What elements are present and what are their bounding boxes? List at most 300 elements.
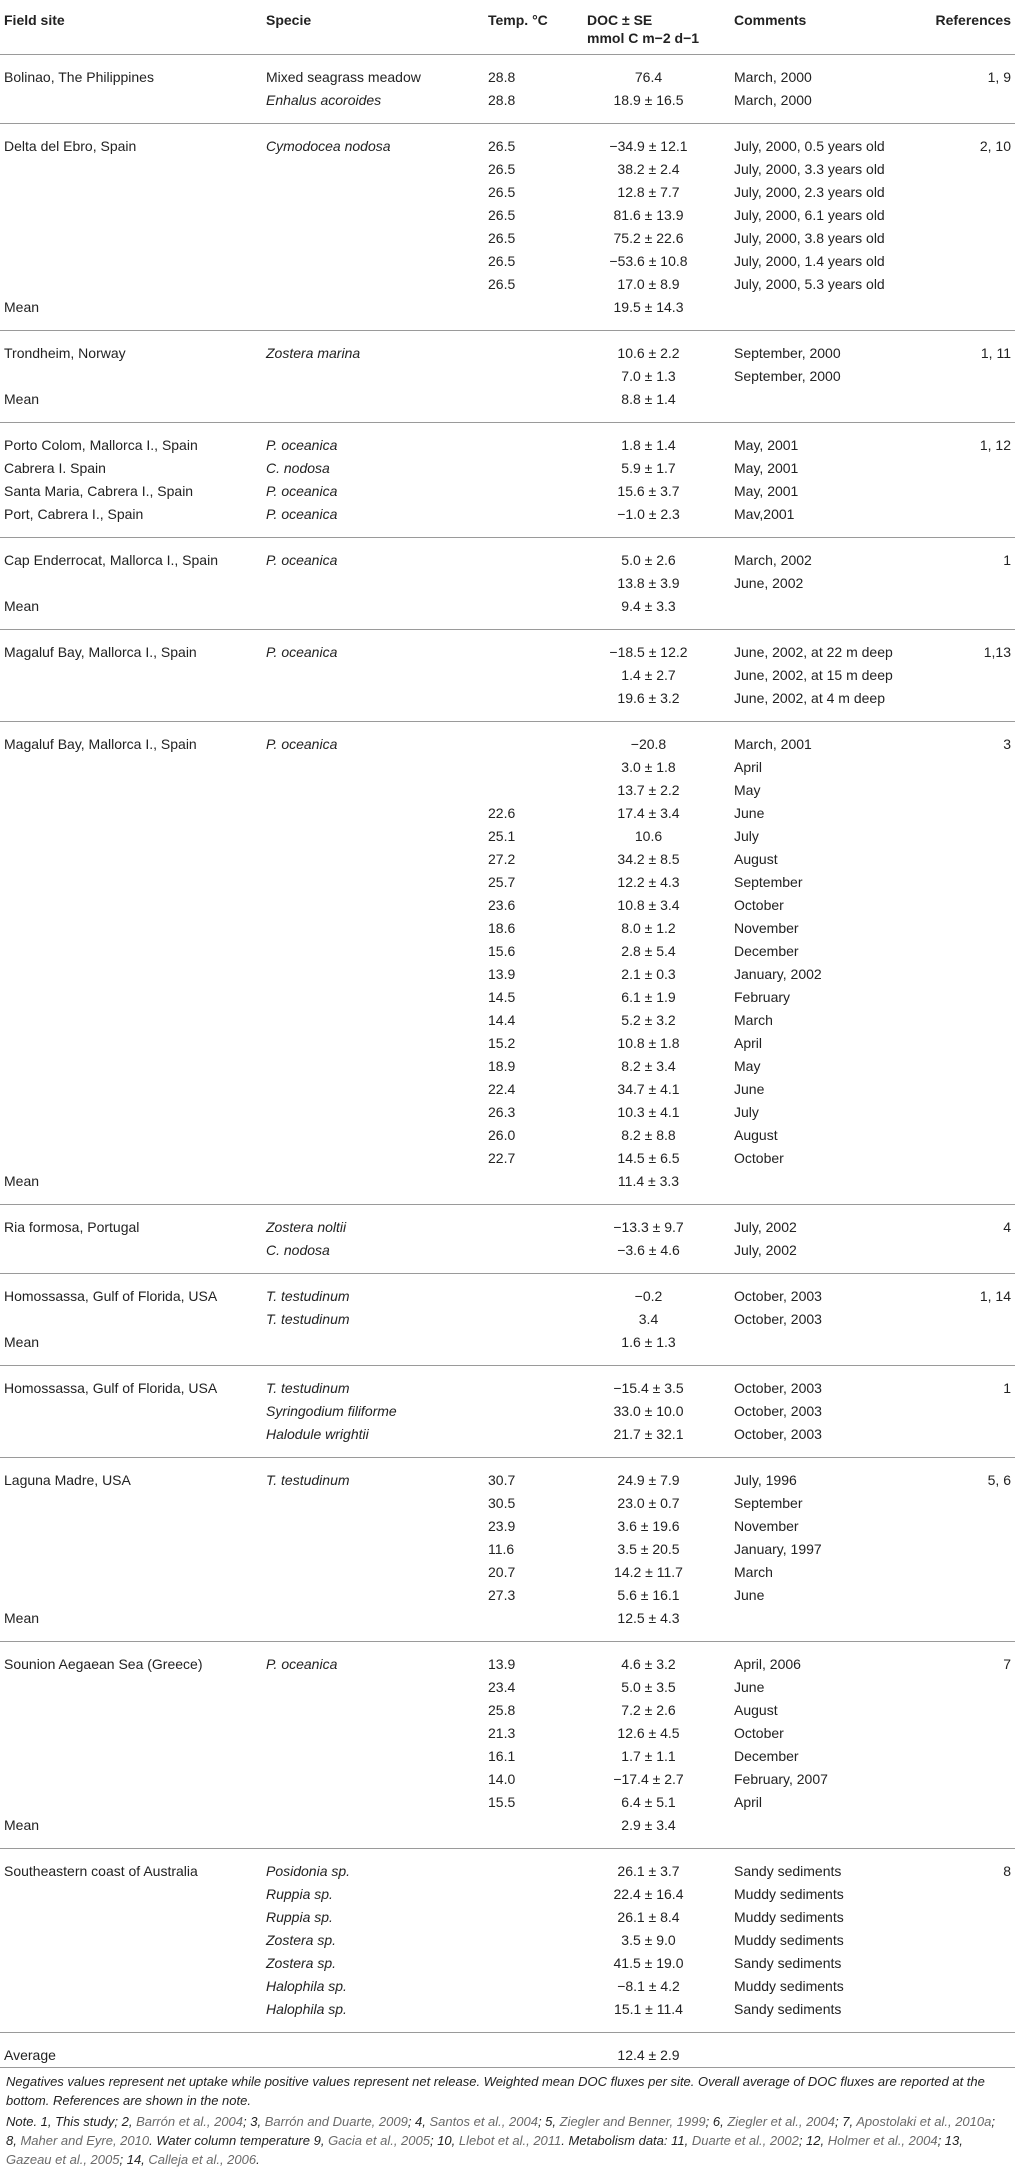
doc-cell: −15.4 ± 3.5 [613,1379,684,1396]
doc-cell: 3.6 ± 19.6 [617,1517,680,1534]
temp-cell [468,1285,567,1308]
spacer-cell [567,422,730,434]
spacer-cell [567,2021,730,2033]
reference-link[interactable]: Calleja et al., 2006 [148,2151,257,2167]
spacer-cell [262,1837,468,1849]
header-doc [567,4,730,54]
temp-cell [468,1423,567,1446]
comments-cell: Sandy sediments [734,1954,842,1971]
comments-cell [730,1170,920,1193]
field-site-cell [0,1998,262,2021]
spacer-cell [730,710,920,722]
spacer-cell [567,1446,730,1458]
spacer-cell [0,1365,262,1377]
specie-cell [262,1124,468,1147]
spacer-row [0,1457,1015,1469]
references-cell [920,1791,1015,1814]
doc-cell: 12.6 ± 4.5 [617,1724,680,1741]
specie-cell [262,1607,468,1630]
field-site-cell [0,1009,262,1032]
comments-cell: Muddy sediments [734,1885,844,1902]
table-row [0,1676,1015,1699]
field-site-cell [0,963,262,986]
spacer-cell [468,721,567,733]
spacer-cell [262,537,468,549]
reference-link[interactable]: Maher and Eyre, 2010 [20,2132,150,2148]
spacer-cell [920,1204,1015,1216]
doc-cell: 15.6 ± 3.7 [617,482,680,499]
temp-cell: 11.6 [488,1540,515,1557]
table-row [0,1722,1015,1745]
spacer-cell [468,1641,567,1653]
specie-cell [262,802,468,825]
table-row [0,1285,1015,1308]
comments-cell [730,1331,920,1354]
temp-cell [468,1239,567,1262]
spacer-row [0,710,1015,722]
table-row [0,986,1015,1009]
spacer-cell [567,2032,730,2044]
reference-link[interactable]: Santos et al., 2004 [429,2113,538,2129]
comments-cell: June [734,1080,765,1097]
references-cell: 1 [1003,551,1011,568]
table-row [0,1239,1015,1262]
spacer-cell [730,1262,920,1274]
doc-cell: 1.8 ± 1.4 [621,436,676,453]
field-site-cell [0,1400,262,1423]
doc-cell: 14.2 ± 11.7 [614,1563,683,1580]
specie-cell [262,1584,468,1607]
spacer-row [0,537,1015,549]
spacer-cell [0,422,262,434]
spacer-cell [468,54,567,66]
doc-cell: 7.2 ± 2.6 [621,1701,676,1718]
spacer-cell [468,112,567,124]
specie-cell [262,1745,468,1768]
references-cell [920,1055,1015,1078]
references-cell: 8 [1003,1862,1011,1879]
spacer-cell [567,112,730,124]
specie-cell [262,963,468,986]
spacer-cell [920,411,1015,423]
references-cell [920,1032,1015,1055]
spacer-cell [567,1641,730,1653]
comments-cell: October [734,1149,784,1166]
mean-row [0,1331,1015,1354]
table-row [0,1078,1015,1101]
specie-cell: C. nodosa [266,459,330,476]
specie-cell [262,687,468,710]
doc-cell: 81.6 ± 13.9 [613,206,684,223]
spacer-cell [730,2021,920,2033]
spacer-cell [0,319,262,331]
references-cell [920,1331,1015,1354]
temp-cell: 22.7 [488,1149,516,1166]
specie-cell: Halophila sp. [266,1977,347,1994]
comments-cell: June, 2002, at 22 m deep [734,643,893,660]
comments-cell: Muddy sediments [734,1977,844,1994]
reference-link[interactable]: Duarte et al., 2002 [691,2132,799,2148]
field-site-cell [0,664,262,687]
temp-cell: 15.2 [488,1034,516,1051]
comments-cell: Muddy sediments [734,1931,844,1948]
spacer-cell [468,1365,567,1377]
references-cell [920,1147,1015,1170]
temp-cell [468,1308,567,1331]
table-row [0,549,1015,572]
spacer-cell [920,1457,1015,1469]
comments-cell: September, 2000 [734,367,841,384]
comments-cell: May [734,781,761,798]
temp-cell [468,503,567,526]
table-row [0,181,1015,204]
comments-cell: September, 2000 [734,344,841,361]
reference-link[interactable]: Apostolaki et al., 2010a [856,2113,992,2129]
specie-cell [262,595,468,618]
field-site-cell [0,1699,262,1722]
spacer-cell [730,1630,920,1642]
references-cell [920,1009,1015,1032]
spacer-cell [468,2021,567,2033]
spacer-cell [0,411,262,423]
doc-cell: 12.8 ± 7.7 [617,183,680,200]
temp-cell [468,388,567,411]
specie-cell: P. oceanica [266,643,338,660]
table-row [0,1952,1015,1975]
comments-cell [730,1814,920,1837]
specie-cell [262,986,468,1009]
doc-cell: 10.8 ± 1.8 [617,1034,680,1051]
temp-cell [468,1952,567,1975]
table-footnote [0,2068,1015,2169]
reference-link[interactable]: Holmer et al., 2004 [827,2132,938,2148]
references-cell [920,227,1015,250]
specie-cell [262,825,468,848]
spacer-cell [730,1193,920,1205]
field-site-cell [0,158,262,181]
temp-cell [468,1400,567,1423]
spacer-row [0,1365,1015,1377]
field-site-cell: Porto Colom, Mallorca I., Spain [4,436,198,453]
comments-cell: July, 2002 [734,1241,797,1258]
table-row [0,1768,1015,1791]
temp-cell: 16.1 [488,1747,516,1764]
specie-cell [262,1032,468,1055]
references-cell [920,158,1015,181]
spacer-cell [468,1446,567,1458]
table-row [0,1561,1015,1584]
references-cell [920,917,1015,940]
field-site-cell [0,1515,262,1538]
temp-cell [468,434,567,457]
spacer-cell [920,54,1015,66]
spacer-cell [920,2032,1015,2044]
doc-cell: 26.1 ± 8.4 [617,1908,680,1925]
table-row [0,1515,1015,1538]
doc-cell: 3.5 ± 20.5 [617,1540,680,1557]
references-cell [920,1170,1015,1193]
references-cell [920,986,1015,1009]
spacer-cell [730,422,920,434]
specie-cell [262,1791,468,1814]
note-text: ; 6, [705,2113,728,2129]
temp-cell: 30.5 [488,1494,516,1511]
spacer-cell [0,1354,262,1366]
spacer-cell [567,721,730,733]
note-text: ; 8, [6,2113,995,2148]
spacer-cell [920,330,1015,342]
comments-cell: March [734,1563,773,1580]
field-site-cell [0,1101,262,1124]
references-cell [920,273,1015,296]
field-site-cell: Delta del Ebro, Spain [4,137,137,154]
table-row [0,1906,1015,1929]
doc-cell: 1.7 ± 1.1 [621,1747,676,1764]
spacer-cell [0,1630,262,1642]
reference-link[interactable]: Barrón et al., 2004 [136,2113,244,2129]
note-text: . Metabolism data: 11, [561,2132,692,2148]
specie-cell: Zostera sp. [266,1931,337,1948]
doc-cell: 5.0 ± 3.5 [621,1678,676,1695]
specie-cell: C. nodosa [266,1241,330,1258]
specie-cell [262,1078,468,1101]
mean-row [0,1607,1015,1630]
specie-cell: P. oceanica [266,551,338,568]
spacer-cell [0,1641,262,1653]
footnote-references-note [6,2112,1009,2169]
field-site-cell [0,1768,262,1791]
field-site-cell: Trondheim, Norway [4,344,126,361]
reference-link[interactable]: Llebot et al., 2011 [458,2132,562,2148]
temp-cell [468,1929,567,1952]
references-cell [920,1607,1015,1630]
comments-cell: March [734,1011,773,1028]
references-cell: 1, 9 [987,68,1011,85]
temp-cell: 25.1 [488,827,516,844]
reference-link[interactable]: Ziegler et al., 2004 [727,2113,835,2129]
table-row [0,1055,1015,1078]
doc-cell: −17.4 ± 2.7 [613,1770,684,1787]
reference-link[interactable]: Ziegler and Benner, 1999 [559,2113,706,2129]
header-temp: Temp. °C [488,12,548,28]
table-row [0,1653,1015,1676]
field-site-cell [0,802,262,825]
references-cell [920,1308,1015,1331]
table-row [0,572,1015,595]
spacer-cell [567,1848,730,1860]
header-field-site: Field site [4,12,65,28]
spacer-cell [920,618,1015,630]
comments-cell: May, 2001 [734,459,799,476]
comments-cell: April [734,1034,763,1051]
specie-cell [262,917,468,940]
temp-cell [468,733,567,756]
doc-cell: 3.0 ± 1.8 [621,758,676,775]
spacer-cell [920,2021,1015,2033]
references-cell [920,1078,1015,1101]
field-site-cell [0,572,262,595]
doc-cell: 11.4 ± 3.3 [617,1172,680,1189]
spacer-cell [262,1273,468,1285]
spacer-cell [567,411,730,423]
note-text: ; 12, [798,2132,828,2148]
references-cell [920,365,1015,388]
field-site-cell [0,848,262,871]
empty-cell [468,2044,567,2068]
field-site-cell [0,1492,262,1515]
spacer-cell [567,537,730,549]
field-site-cell: Mean [4,1333,40,1350]
reference-link[interactable]: Gazeau et al., 2005 [6,2151,120,2167]
specie-cell: Syringodium filiforme [266,1402,397,1419]
field-site-cell [0,1584,262,1607]
field-site-cell [0,1883,262,1906]
empty-cell [730,2044,920,2068]
specie-cell [262,1515,468,1538]
comments-cell: October [734,1724,784,1741]
temp-cell [468,595,567,618]
temp-cell [468,756,567,779]
specie-cell [262,779,468,802]
references-cell [920,204,1015,227]
comments-cell: February [734,988,791,1005]
doc-cell: −1.0 ± 2.3 [617,505,680,522]
spacer-cell [262,2021,468,2033]
spacer-cell [468,629,567,641]
spacer-cell [920,629,1015,641]
spacer-cell [730,618,920,630]
spacer-cell [0,710,262,722]
temp-cell: 21.3 [488,1724,516,1741]
temp-cell: 26.5 [488,206,516,223]
doc-cell: 5.0 ± 2.6 [621,551,676,568]
spacer-cell [730,537,920,549]
doc-cell: 19.5 ± 14.3 [613,298,684,315]
doc-cell: 8.0 ± 1.2 [621,919,676,936]
spacer-cell [920,1837,1015,1849]
specie-cell [262,388,468,411]
comments-cell [730,388,920,411]
field-site-cell [0,1745,262,1768]
references-cell: 1,13 [983,643,1011,660]
specie-cell: T. testudinum [266,1471,350,1488]
references-cell: 2, 10 [979,137,1011,154]
footnote-text: Negatives values represent net uptake while positive values represent net release. Weighted mean DOC fluxes per site. Overall average of DOC fluxes are reported at the bottom. References are shown in the note. [6,2073,985,2108]
spacer-cell [567,1837,730,1849]
references-cell [920,1722,1015,1745]
comments-cell: January, 2002 [734,965,822,982]
doc-cell: 8.2 ± 8.8 [621,1126,676,1143]
spacer-cell [730,319,920,331]
spacer-row [0,1262,1015,1274]
field-site-cell: Magaluf Bay, Mallorca I., Spain [4,643,197,660]
specie-cell [262,664,468,687]
references-cell [920,825,1015,848]
specie-cell [262,296,468,319]
table-row [0,89,1015,112]
comments-cell: October, 2003 [734,1425,822,1442]
spacer-row [0,112,1015,124]
doc-cell: 6.4 ± 5.1 [621,1793,676,1810]
temp-cell: 18.6 [488,919,516,936]
spacer-cell [567,1204,730,1216]
spacer-cell [0,123,262,135]
temp-cell: 23.9 [488,1517,516,1534]
temp-cell [468,1906,567,1929]
reference-link[interactable]: Gacia et al., 2005 [328,2132,430,2148]
doc-cell: 4.6 ± 3.2 [621,1655,676,1672]
spacer-cell [0,1457,262,1469]
note-text: ; 14, [119,2151,149,2167]
comments-cell: June, 2002 [734,574,804,591]
specie-cell [262,158,468,181]
references-cell [920,1952,1015,1975]
spacer-cell [468,330,567,342]
spacer-cell [468,1630,567,1642]
references-cell [920,871,1015,894]
comments-cell: June [734,1678,765,1695]
spacer-cell [567,710,730,722]
comments-cell: July, 2002 [734,1218,797,1235]
specie-cell [262,1331,468,1354]
comments-cell [730,1607,920,1630]
spacer-cell [567,618,730,630]
table-row [0,1101,1015,1124]
temp-cell [468,687,567,710]
table-row [0,894,1015,917]
comments-cell: February, 2007 [734,1770,828,1787]
comments-cell: October, 2003 [734,1402,822,1419]
spacer-cell [730,2032,920,2044]
spacer-cell [468,422,567,434]
references-cell: 1, 11 [980,344,1011,361]
table-row [0,687,1015,710]
spacer-cell [0,1848,262,1860]
temp-cell: 26.5 [488,229,516,246]
specie-cell: Zostera sp. [266,1954,337,1971]
temp-cell [468,1975,567,1998]
table-row [0,1009,1015,1032]
temp-cell: 28.8 [488,68,516,85]
comments-cell: September [734,1494,803,1511]
references-cell [920,1538,1015,1561]
spacer-cell [730,1204,920,1216]
spacer-cell [262,2032,468,2044]
specie-cell [262,1009,468,1032]
table-row [0,158,1015,181]
spacer-cell [0,1837,262,1849]
field-site-cell: Homossassa, Gulf of Florida, USA [4,1287,218,1304]
spacer-cell [262,710,468,722]
spacer-cell [262,422,468,434]
header-specie: Specie [266,12,312,28]
doc-cell: 76.4 [634,68,663,85]
doc-cell: 7.0 ± 1.3 [621,367,676,384]
specie-cell: T. testudinum [266,1287,350,1304]
average-doc-cell: 12.4 ± 2.9 [567,2044,730,2068]
table-row [0,434,1015,457]
references-cell [920,1676,1015,1699]
doc-cell: 2.1 ± 0.3 [621,965,676,982]
comments-cell: August [734,1701,778,1718]
reference-link[interactable]: Barrón and Duarte, 2009 [264,2113,408,2129]
spacer-cell [920,710,1015,722]
doc-cell: −20.8 [630,735,667,752]
table-row [0,503,1015,526]
doc-cell: 10.6 [634,827,663,844]
field-site-cell: Sounion Aegaean Sea (Greece) [4,1655,203,1672]
note-text: . [256,2151,260,2167]
